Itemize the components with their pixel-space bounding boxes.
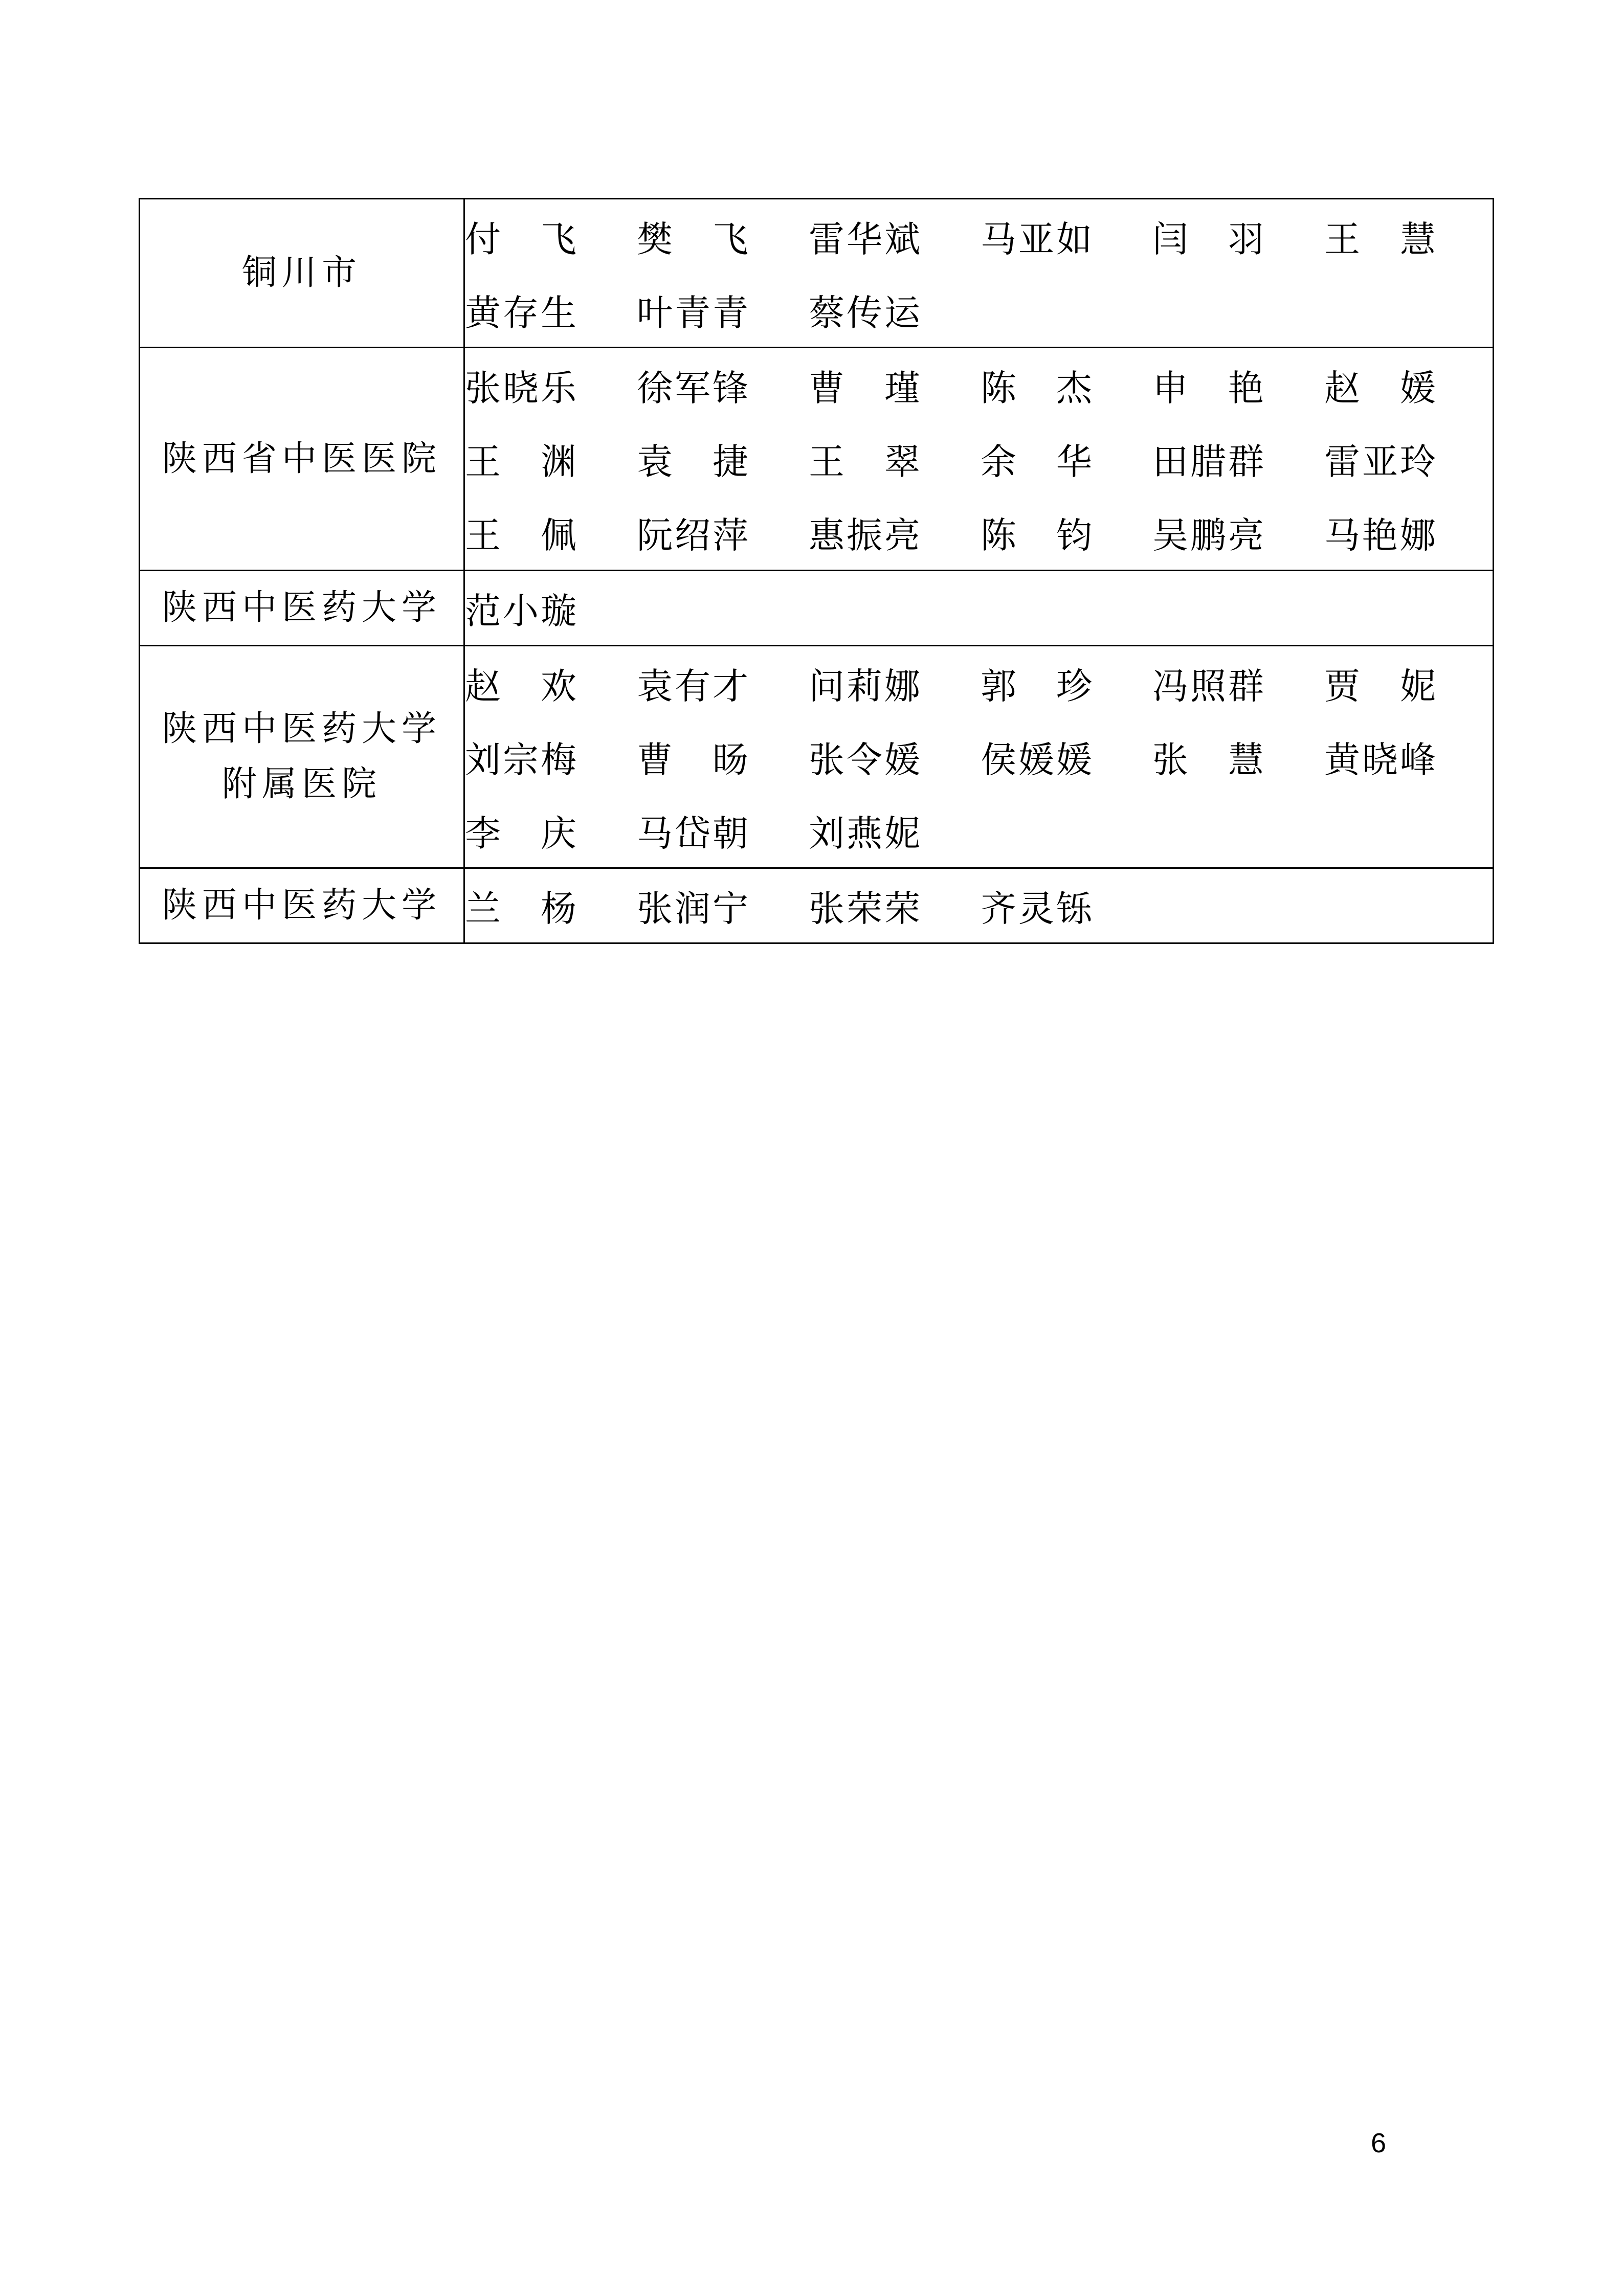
roster-table-body: [140, 199, 1494, 943]
person-name: 马亚如: [981, 218, 1094, 260]
person-name: 惠振亮: [809, 514, 922, 556]
person-name: 张令媛: [809, 738, 922, 781]
person-name: 陈 杰: [981, 367, 1094, 409]
person-name: 张润宁: [637, 887, 750, 930]
person-name: 范小璇: [465, 590, 579, 632]
names-cell: [464, 348, 1494, 571]
person-name: 徐军锋: [637, 367, 750, 409]
name-line: [465, 422, 1493, 496]
person-name: 袁 捷: [637, 441, 750, 483]
person-name: 李 庆: [465, 812, 579, 854]
organization-cell: [140, 199, 464, 348]
person-name: 闫 羽: [1152, 218, 1266, 260]
person-name: 樊 飞: [637, 218, 750, 260]
person-name: 余 华: [981, 441, 1094, 483]
names-cell: [464, 571, 1494, 646]
person-name: 冯照群: [1152, 665, 1266, 707]
organization-cell: [140, 348, 464, 571]
person-name: 曹 瑾: [809, 367, 922, 409]
organization-name: 陕西中医药大学: [162, 709, 441, 749]
person-name: 王 佩: [465, 514, 579, 556]
person-name: 张 慧: [1152, 738, 1266, 781]
name-line: [465, 869, 1493, 942]
organization-name: 陕西中医药大学: [162, 885, 441, 926]
organization-cell: [140, 571, 464, 646]
roster-table: [139, 198, 1494, 944]
name-line: [465, 349, 1493, 422]
table-row: [140, 868, 1494, 943]
person-name: 问莉娜: [809, 665, 922, 707]
person-name: 王 慧: [1324, 218, 1438, 260]
table-row: [140, 571, 1494, 646]
person-name: 王 翠: [809, 441, 922, 483]
person-name: 申 艳: [1152, 367, 1266, 409]
person-name: 贾 妮: [1324, 665, 1438, 707]
name-line: [465, 273, 1493, 347]
person-name: 王 渊: [465, 441, 579, 483]
person-name: 吴鹏亮: [1152, 514, 1266, 556]
page-number: 6: [1371, 2128, 1387, 2158]
person-name: 陈 钧: [981, 514, 1094, 556]
person-name: 齐灵铄: [981, 887, 1094, 930]
person-name: 赵 欢: [465, 665, 579, 707]
name-line: [465, 720, 1493, 794]
person-name: 张荣荣: [809, 887, 922, 930]
person-name: 田腊群: [1152, 441, 1266, 483]
person-name: 郭 珍: [981, 665, 1094, 707]
table-row: [140, 348, 1494, 571]
table-row: [140, 199, 1494, 348]
name-line: [465, 571, 1493, 645]
person-name: 赵 媛: [1324, 367, 1438, 409]
name-line: [465, 496, 1493, 570]
person-name: 张晓乐: [465, 367, 579, 409]
person-name: 黄存生: [465, 291, 579, 334]
name-line: [465, 646, 1493, 720]
name-line: [465, 199, 1493, 273]
person-name: 叶青青: [637, 291, 750, 334]
organization-name: 陕西中医药大学: [162, 588, 441, 628]
person-name: 雷亚玲: [1324, 441, 1438, 483]
names-cell: [464, 199, 1494, 348]
person-name: 雷华斌: [809, 218, 922, 260]
person-name: 马艳娜: [1324, 514, 1438, 556]
organization-cell: [140, 868, 464, 943]
names-cell: [464, 646, 1494, 868]
person-name: 曹 旸: [637, 738, 750, 781]
person-name: 刘宗梅: [465, 738, 579, 781]
organization-name: 附属医院: [221, 764, 382, 804]
organization-name: 陕西省中医医院: [162, 438, 441, 479]
person-name: 阮绍萍: [637, 514, 750, 556]
organization-name: 铜川市: [241, 253, 362, 293]
person-name: 袁有才: [637, 665, 750, 707]
person-name: 付 飞: [465, 218, 579, 260]
person-name: 黄晓峰: [1324, 738, 1438, 781]
organization-cell: [140, 646, 464, 868]
person-name: 侯媛媛: [981, 738, 1094, 781]
name-line: [465, 794, 1493, 867]
names-cell: [464, 868, 1494, 943]
person-name: 刘燕妮: [809, 812, 922, 854]
person-name: 蔡传运: [809, 291, 922, 334]
person-name: 兰 杨: [465, 887, 579, 930]
table-row: [140, 646, 1494, 868]
person-name: 马岱朝: [637, 812, 750, 854]
